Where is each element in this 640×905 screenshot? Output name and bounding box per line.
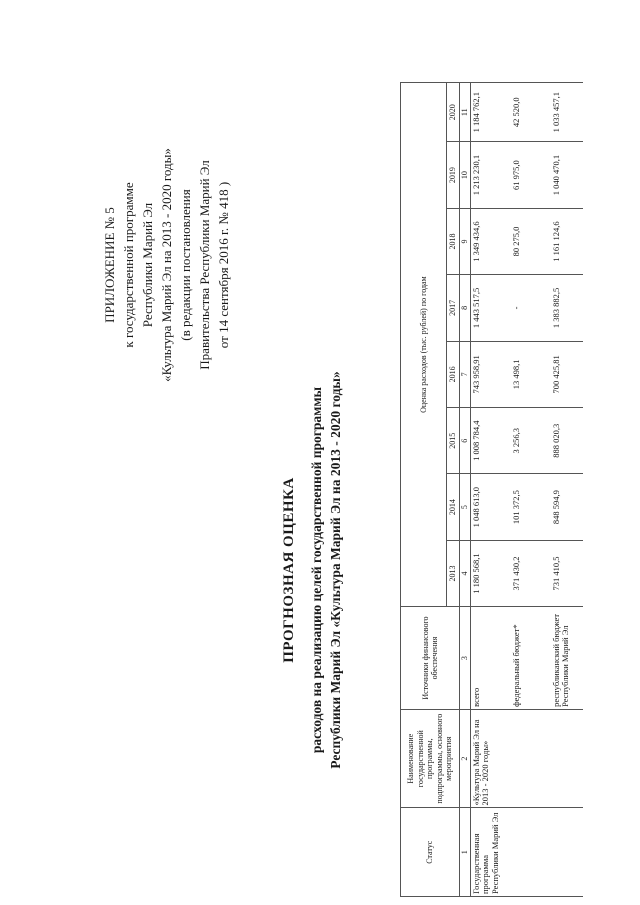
value-cell: 1 033 457,1 [551, 83, 583, 142]
value-cell: 1 383 882,5 [551, 275, 583, 341]
value-cell: 61 975,0 [511, 142, 551, 208]
header-source: Источники финансового обеспечения [401, 607, 460, 710]
column-number: 1 [460, 808, 471, 897]
value-cell: 1 213 230,1 [470, 142, 511, 208]
source-cell: республиканский бюджет Республики Марий Эл [551, 607, 583, 710]
table-row [470, 83, 511, 897]
title-line-2: Республики Марий Эл «Культура Марий Эл на 2013 - 2020 годы» [328, 371, 343, 769]
appendix-line: (в редакции постановления [178, 189, 193, 341]
value-cell: 13 498,1 [511, 341, 551, 407]
year-cell: 2014 [447, 474, 460, 540]
value-cell: 700 425,81 [551, 341, 583, 407]
value-cell: 743 958,91 [470, 341, 511, 407]
value-cell: 1 040 470,1 [551, 142, 583, 208]
header-estimate: Оценка расходов (тыс. рублей) по годам [401, 83, 447, 607]
status-cell: Государственная программа Республики Марий Эл [470, 808, 583, 897]
expenditure-table [400, 82, 583, 897]
value-cell: 888 020,3 [551, 408, 583, 474]
appendix-line: «Культура Марий Эл на 2013 - 2020 годы» [159, 148, 174, 382]
column-number: 2 [460, 709, 471, 808]
appendix-line: Правительства Республики Марий Эл [197, 160, 212, 370]
value-cell: - [511, 275, 551, 341]
header-name: Наименование государственной программы, подпрограммы, основного мероприятия [401, 709, 460, 808]
value-cell: 1 184 762,1 [470, 83, 511, 142]
value-cell: 848 594,9 [551, 474, 583, 540]
column-number: 8 [460, 275, 471, 341]
value-cell: 1 008 784,4 [470, 408, 511, 474]
year-cell: 2013 [447, 540, 460, 606]
column-number: 7 [460, 341, 471, 407]
column-number: 10 [460, 142, 471, 208]
year-cell: 2019 [447, 142, 460, 208]
appendix-line: ПРИЛОЖЕНИЕ № 5 [102, 207, 117, 323]
appendix-line: к государственной программе [121, 182, 136, 348]
program-name-cell: «Культура Марий Эл на 2013 - 2020 годы» [470, 709, 583, 808]
appendix-line: Республики Марий Эл [140, 202, 155, 328]
value-cell: 1 349 434,6 [470, 208, 511, 274]
value-cell: 1 180 568,1 [470, 540, 511, 606]
value-cell: 1 443 517,5 [470, 275, 511, 341]
appendix-block [100, 100, 233, 430]
value-cell: 1 161 124,6 [551, 208, 583, 274]
column-number: 11 [460, 83, 471, 142]
document-title [280, 345, 345, 795]
column-number: 9 [460, 208, 471, 274]
value-cell: 371 430,2 [511, 540, 551, 606]
year-cell: 2017 [447, 275, 460, 341]
year-cell: 2018 [447, 208, 460, 274]
value-cell: 731 410,5 [551, 540, 583, 606]
value-cell: 1 048 613,0 [470, 474, 511, 540]
value-cell: 80 275,0 [511, 208, 551, 274]
year-cell: 2016 [447, 341, 460, 407]
title-main: ПРОГНОЗНАЯ ОЦЕНКА [281, 477, 297, 663]
value-cell: 42 520,0 [511, 83, 551, 142]
column-number: 6 [460, 408, 471, 474]
value-cell: 101 372,5 [511, 474, 551, 540]
column-number: 5 [460, 474, 471, 540]
source-cell: федеральный бюджет* [511, 607, 551, 710]
column-number: 4 [460, 540, 471, 606]
column-number: 3 [460, 607, 471, 710]
value-cell: 3 256,3 [511, 408, 551, 474]
title-line-1: расходов на реализацию целей государственной программы [309, 386, 324, 754]
appendix-line: от 14 сентября 2016 г. № 418 ) [216, 181, 231, 349]
source-cell: всего [470, 607, 511, 710]
year-cell: 2020 [447, 83, 460, 142]
header-status: Статус [401, 808, 460, 897]
year-cell: 2015 [447, 408, 460, 474]
